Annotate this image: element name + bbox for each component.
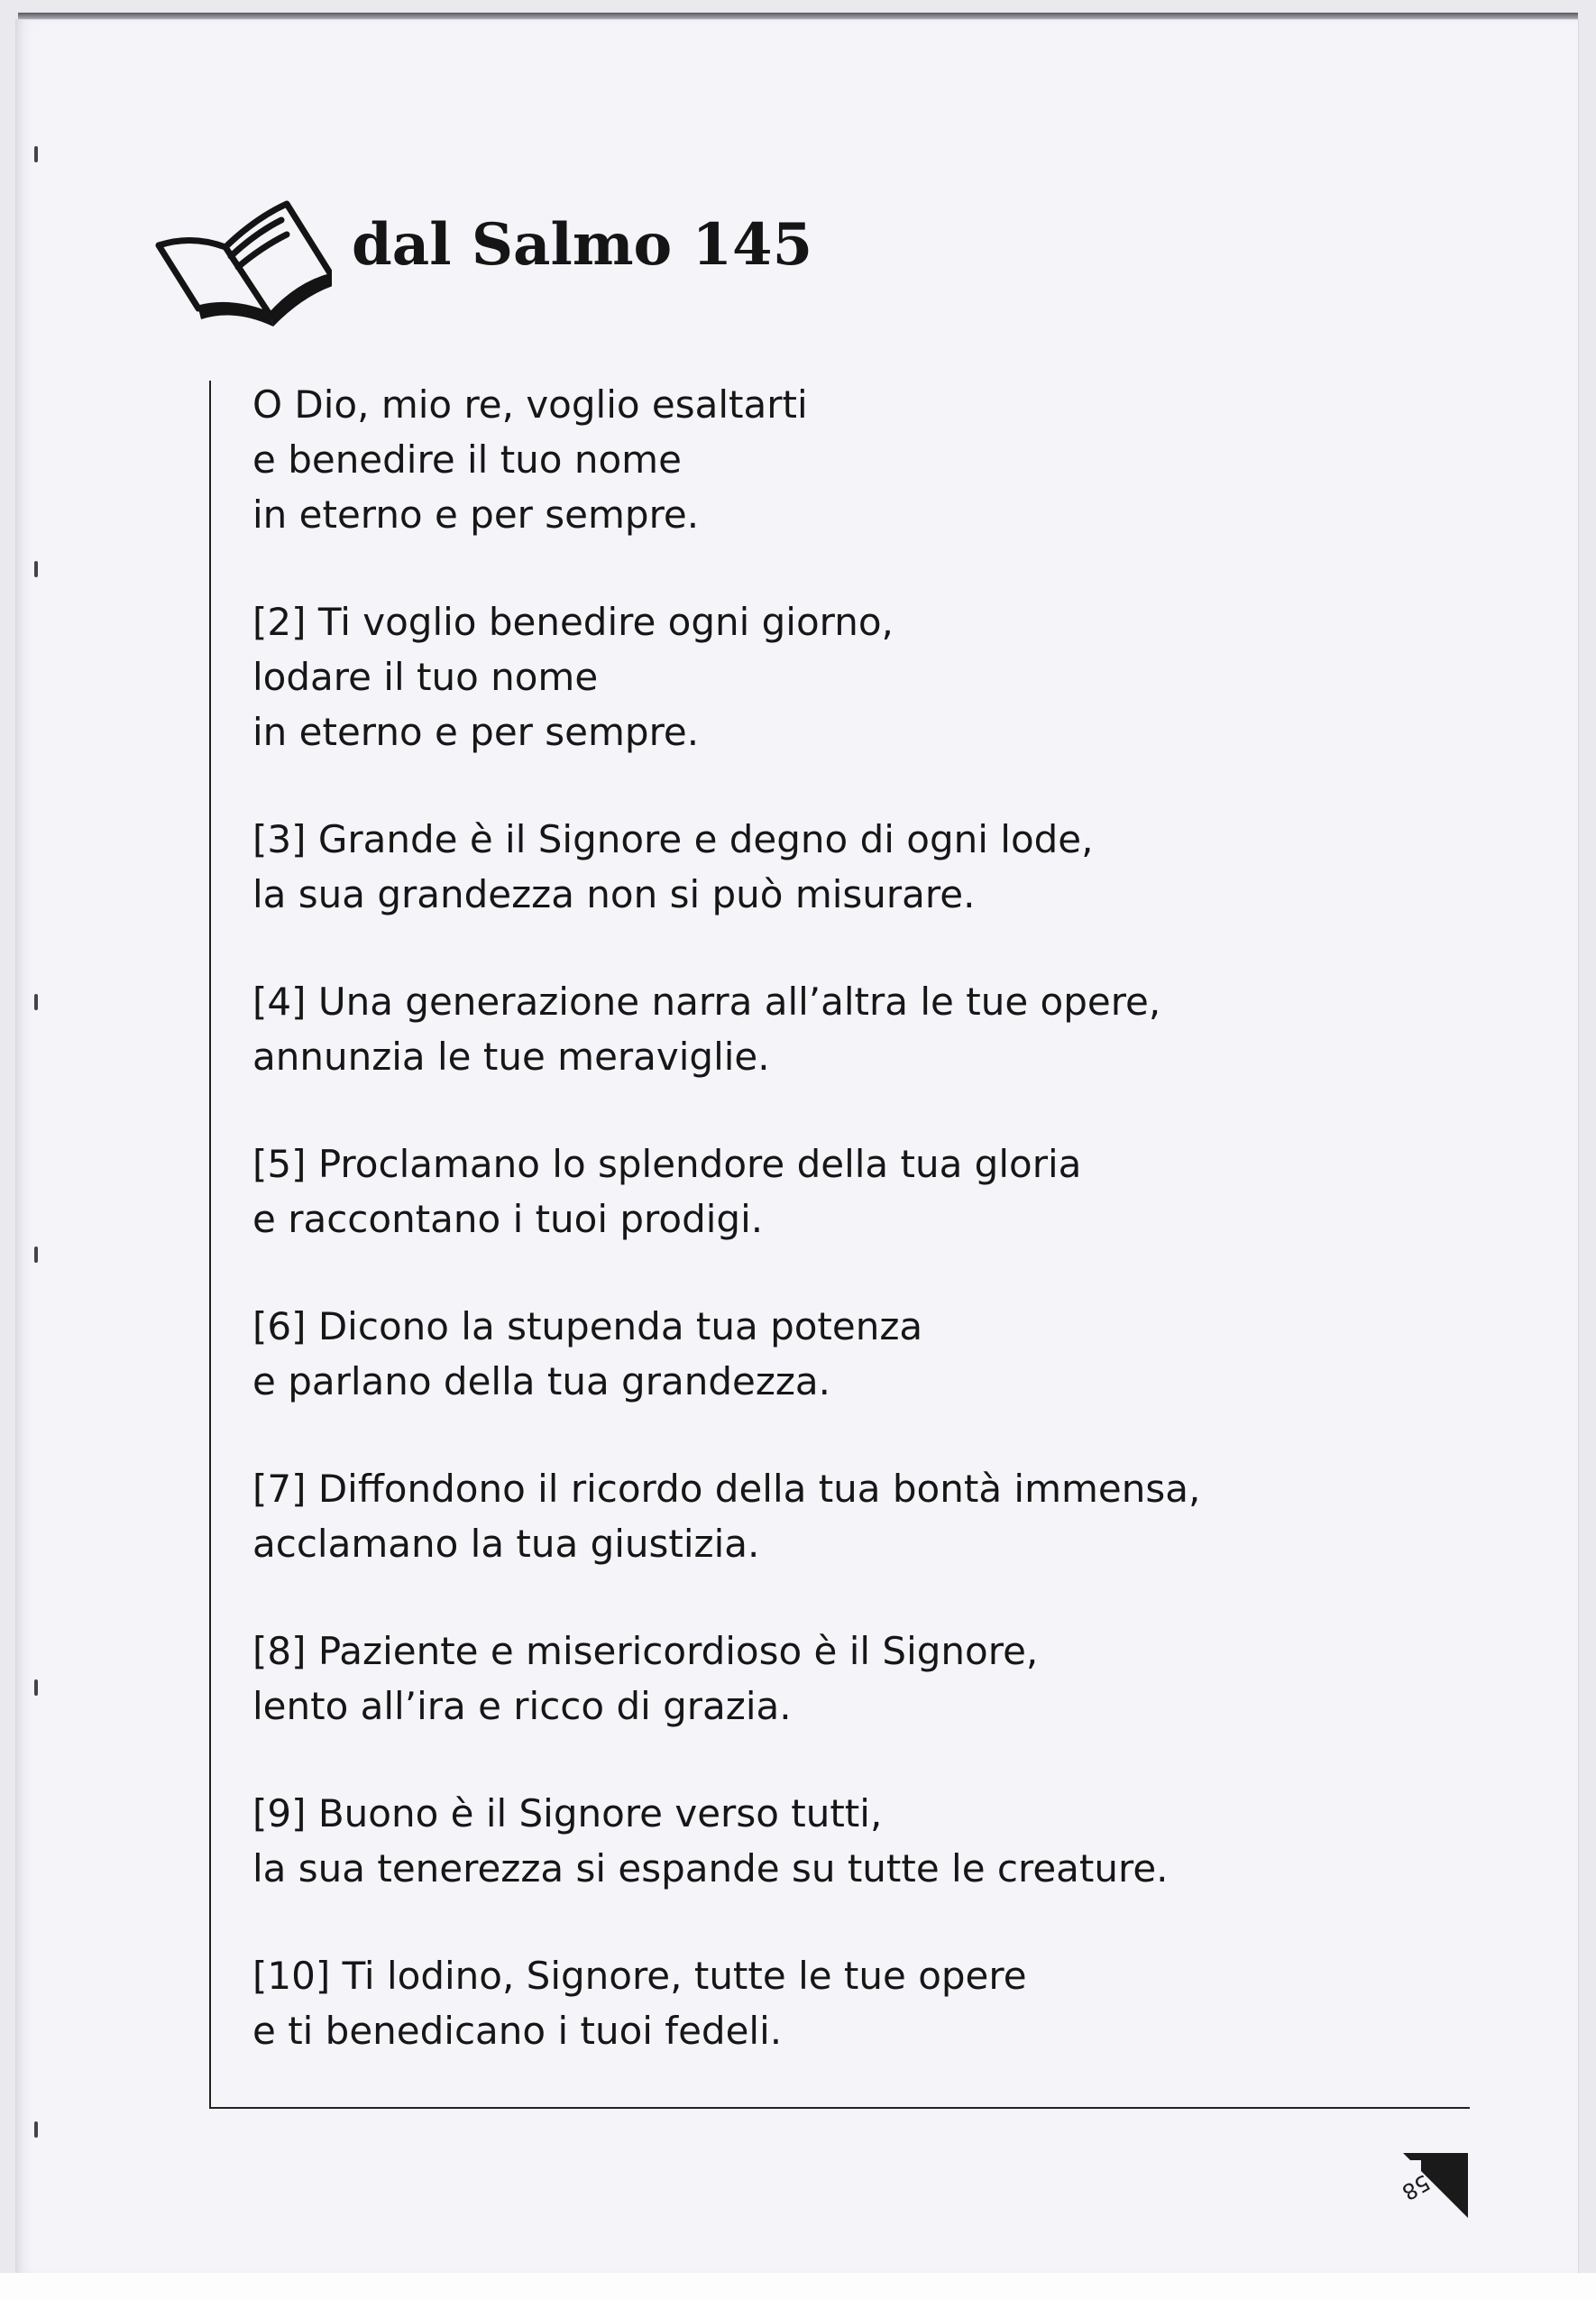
psalm-line: lento all’ira e ricco di grazia. bbox=[252, 1684, 792, 1728]
psalm-line: acclamano la tua giustizia. bbox=[252, 1522, 760, 1566]
psalm-line: [8] Paziente e misericordioso è il Signore, bbox=[252, 1629, 1039, 1673]
page-number: 58 bbox=[1398, 2169, 1435, 2205]
psalm-line: [10] Ti lodino, Signore, tutte le tue opere bbox=[252, 1954, 1027, 1998]
psalm-line: [5] Proclamano lo splendore della tua gloria bbox=[252, 1142, 1082, 1186]
psalm-line: lodare il tuo nome bbox=[252, 655, 599, 699]
binding-mark bbox=[34, 994, 38, 1010]
psalm-stanza bbox=[252, 1461, 1461, 1571]
psalm-box bbox=[209, 381, 1470, 2109]
open-book-icon bbox=[151, 191, 332, 336]
psalm-stanza bbox=[252, 1786, 1461, 1896]
page-title: dal Salmo 145 bbox=[352, 211, 813, 279]
psalm-line: [7] Diffondono il ricordo della tua bontà immensa, bbox=[252, 1467, 1201, 1511]
psalm-line: e benedire il tuo nome bbox=[252, 437, 682, 482]
psalm-stanza bbox=[252, 377, 1461, 542]
binding-mark bbox=[34, 146, 38, 162]
psalm-line: [6] Dicono la stupenda tua potenza bbox=[252, 1304, 923, 1348]
psalm-stanza bbox=[252, 594, 1461, 759]
psalm-line: e raccontano i tuoi prodigi. bbox=[252, 1197, 764, 1241]
psalm-line: annunzia le tue meraviglie. bbox=[252, 1035, 770, 1079]
psalm-line: O Dio, mio re, voglio esaltarti bbox=[252, 382, 808, 427]
binding-mark bbox=[34, 1679, 38, 1696]
psalm-stanza bbox=[252, 812, 1461, 922]
psalm-line: [9] Buono è il Signore verso tutti, bbox=[252, 1791, 883, 1835]
binding-mark bbox=[34, 2121, 38, 2138]
psalm-line: in eterno e per sempre. bbox=[252, 710, 700, 754]
psalm-stanza bbox=[252, 1136, 1461, 1247]
psalm-line: e ti benedicano i tuoi fedeli. bbox=[252, 2009, 783, 2053]
psalm-line: [4] Una generazione narra all’altra le tue opere, bbox=[252, 980, 1161, 1024]
scan-bottom-edge bbox=[0, 2273, 1596, 2300]
psalm-text bbox=[252, 377, 1461, 2111]
psalm-stanza bbox=[252, 1624, 1461, 1734]
psalm-stanza bbox=[252, 1299, 1461, 1409]
psalm-line: [3] Grande è il Signore e degno di ogni lode, bbox=[252, 817, 1094, 861]
booklet-page bbox=[16, 20, 1578, 2275]
psalm-line: in eterno e per sempre. bbox=[252, 492, 700, 537]
psalm-line: la sua tenerezza si espande su tutte le creature. bbox=[252, 1846, 1169, 1891]
psalm-line: [2] Ti voglio benedire ogni giorno, bbox=[252, 600, 894, 644]
binding-mark bbox=[34, 561, 38, 577]
psalm-line: la sua grandezza non si può misurare. bbox=[252, 872, 976, 916]
psalm-line: e parlano della tua grandezza. bbox=[252, 1359, 830, 1403]
psalm-stanza bbox=[252, 1948, 1461, 2058]
psalm-stanza bbox=[252, 974, 1461, 1084]
binding-mark bbox=[34, 1247, 38, 1263]
